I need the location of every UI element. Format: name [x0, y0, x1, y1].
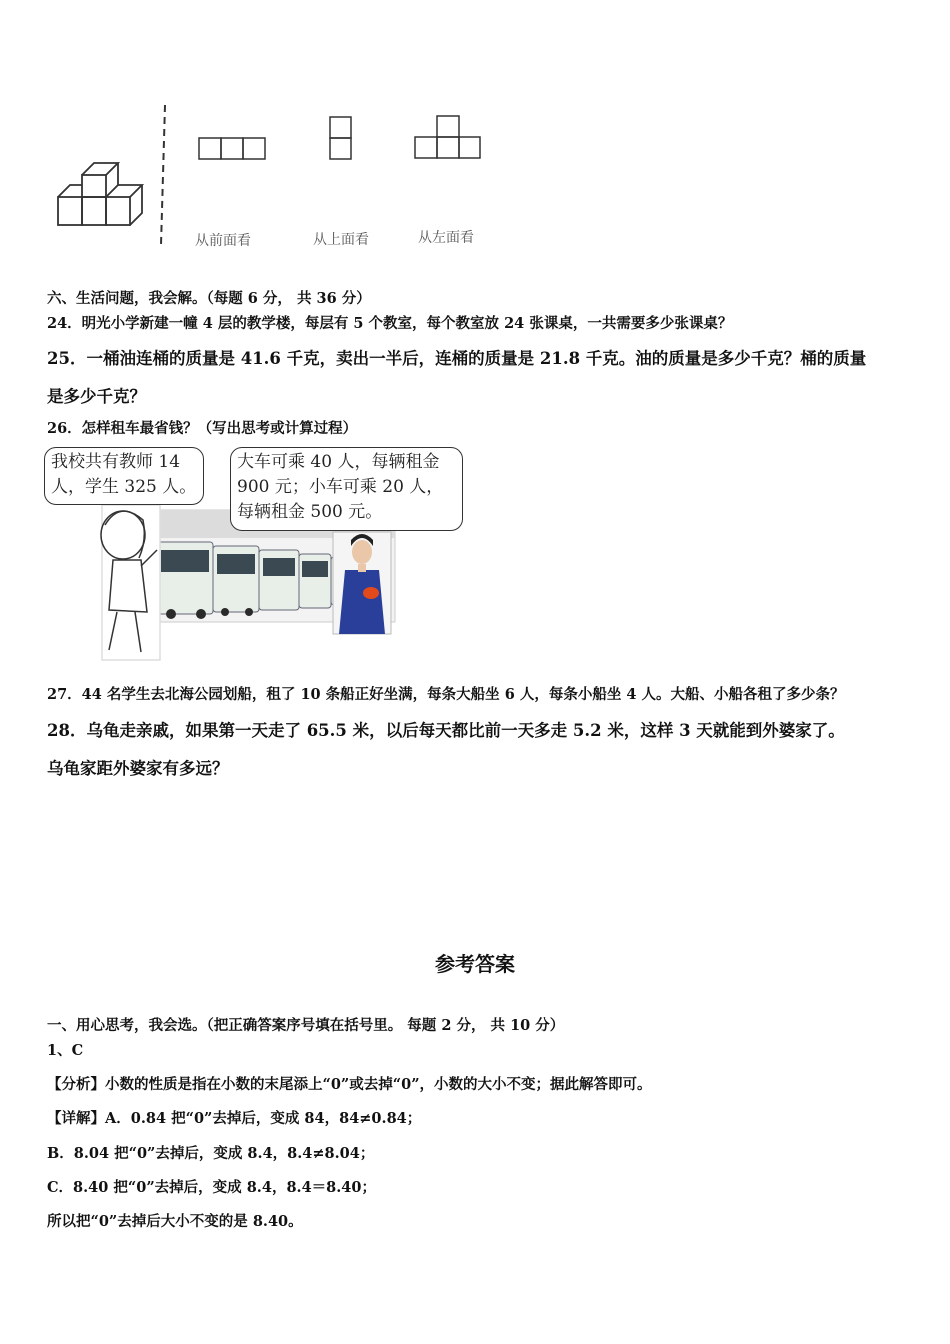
question-25-line1: 25．一桶油连桶的质量是 41.6 千克，卖出一半后，连桶的质量是 21.8 千克。油的质量是多少千克？桶的质量	[47, 349, 867, 368]
answers-section1-heading: 一、用心思考，我会选。（把正确答案序号填在括号里。 每题 2 分， 共 10 分）	[47, 1017, 565, 1034]
solid-figure	[58, 163, 142, 225]
front-view-label: 从前面看	[195, 233, 251, 249]
teacher-cartoon	[101, 505, 160, 660]
attendant-photo	[333, 532, 391, 634]
answer-1-detail-b: B．8.04 把“0”去掉后，变成 8.4，8.4≠8.04；	[47, 1145, 375, 1162]
question-28-line2: 乌龟家距外婆家有多远？	[47, 759, 229, 778]
dashed-divider	[161, 105, 165, 245]
top-view-grid	[330, 117, 351, 159]
speech-bubble-teacher	[44, 447, 204, 505]
answer-1-detail-a: 【详解】A．0.84 把“0”去掉后，变成 84，84≠0.84；	[47, 1110, 422, 1127]
answer-1: 1、C	[47, 1042, 84, 1059]
answers-title: 参考答案	[435, 952, 515, 976]
left-view-grid	[415, 116, 480, 158]
answer-1-detail-c: C．8.40 把“0”去掉后，变成 8.4，8.4＝8.40；	[47, 1179, 376, 1196]
section6-heading: 六、生活问题，我会解。（每题 6 分， 共 36 分）	[47, 290, 371, 307]
bubble-teacher-line2: 人，学生 325 人。	[51, 477, 197, 497]
question-25-line2: 是多少千克？	[47, 387, 146, 406]
top-view-label: 从上面看	[313, 232, 369, 248]
speech-bubble-attendant	[230, 447, 463, 531]
bubble-attendant-line2: 900 元；小车可乘 20 人，	[237, 477, 444, 497]
question-27: 27．44 名学生去北海公园划船，租了 10 条船正好坐满，每条大船坐 6 人，每条小船坐 4 人。大船、小船各租了多少条？	[47, 686, 845, 703]
question-28-line1: 28．乌龟走亲戚，如果第一天走了 65.5 米，以后每天都比前一天多走 5.2 米，这样 3 天就能到外婆家了。	[47, 721, 845, 740]
bubble-teacher-line1: 我校共有教师 14	[51, 452, 181, 472]
front-view-grid	[199, 138, 265, 159]
bubble-attendant-line1: 大车可乘 40 人，每辆租金	[237, 452, 440, 472]
question-24: 24．明光小学新建一幢 4 层的教学楼，每层有 5 个教室，每个教室放 24 张课桌，一共需要多少张课桌？	[47, 315, 733, 332]
answer-1-conclusion: 所以把“0”去掉后大小不变的是 8.40。	[47, 1213, 303, 1230]
answer-1-analysis: 【分析】小数的性质是指在小数的末尾添上“0”或去掉“0”，小数的大小不变；据此解答即可。	[47, 1076, 652, 1093]
bubble-attendant-line3: 每辆租金 500 元。	[237, 502, 383, 522]
left-view-label: 从左面看	[418, 230, 474, 246]
question-26: 26．怎样租车最省钱？（写出思考或计算过程）	[47, 420, 358, 437]
